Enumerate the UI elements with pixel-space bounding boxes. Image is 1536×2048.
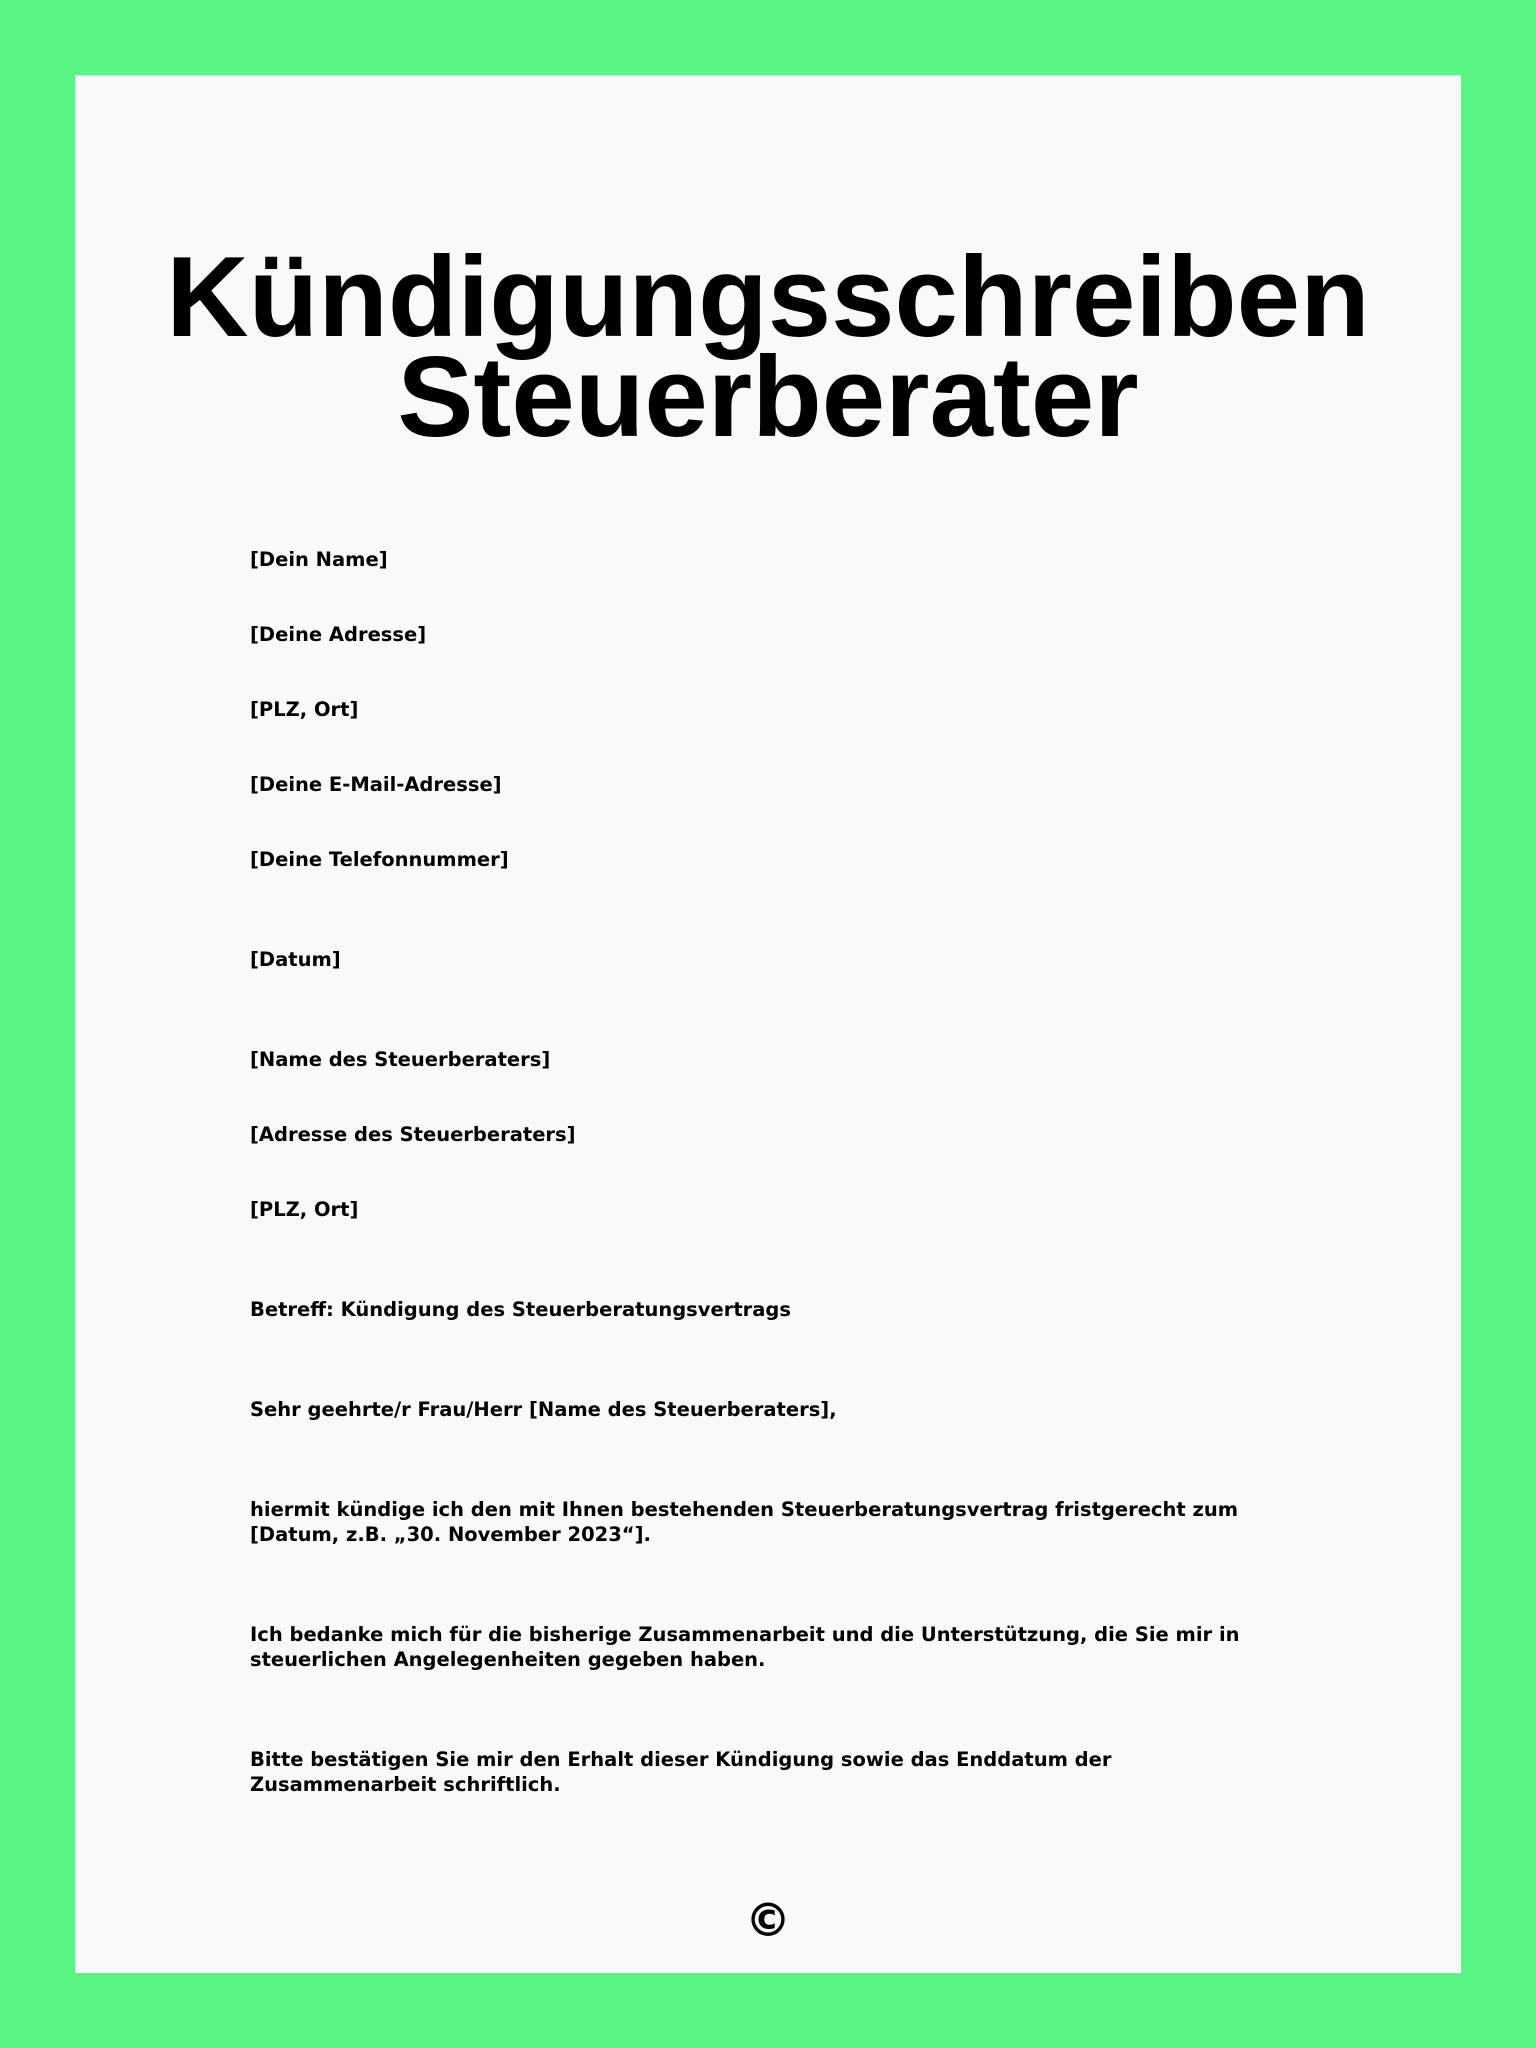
letter-salutation: Sehr geehrte/r Frau/Herr [Name des Steuerberaters], [250,1398,837,1421]
paragraph-termination: hiermit kündige ich den mit Ihnen bestehenden Steuerberatungsvertrag fristgerecht zum [Datum, z.B. „30. November 2023“]. [250,1498,1239,1546]
title-line-2: Steuerberater [397,334,1139,461]
recipient-name: [Name des Steuerberaters] [250,1048,551,1071]
paragraph-thanks: Ich bedanke mich für die bisherige Zusammenarbeit und die Unterstützung, die Sie mir in steuerlichen Angelegenheiten gegeben haben. [250,1623,1240,1671]
sender-email: [Deine E-Mail-Adresse] [250,773,502,796]
sender-address: [Deine Adresse] [250,623,427,646]
paragraph-confirmation: Bitte bestätigen Sie mir den Erhalt dieser Kündigung sowie das Enddatum der Zusammenarbeit schriftlich. [250,1748,1112,1796]
document-page [75,75,1461,1973]
letter-date: [Datum] [250,948,341,971]
letter-subject: Betreff: Kündigung des Steuerberatungsvertrags [250,1298,792,1321]
sender-zip-city: [PLZ, Ort] [250,698,359,721]
sender-name: [Dein Name] [250,548,388,571]
sender-phone: [Deine Telefonnummer] [250,848,509,871]
copyright-icon: © [745,1893,791,1947]
recipient-zip-city: [PLZ, Ort] [250,1198,359,1221]
document-title [75,234,1461,461]
title-line-1: Kündigungsschreiben [166,234,1370,361]
recipient-address: [Adresse des Steuerberaters] [250,1123,576,1146]
